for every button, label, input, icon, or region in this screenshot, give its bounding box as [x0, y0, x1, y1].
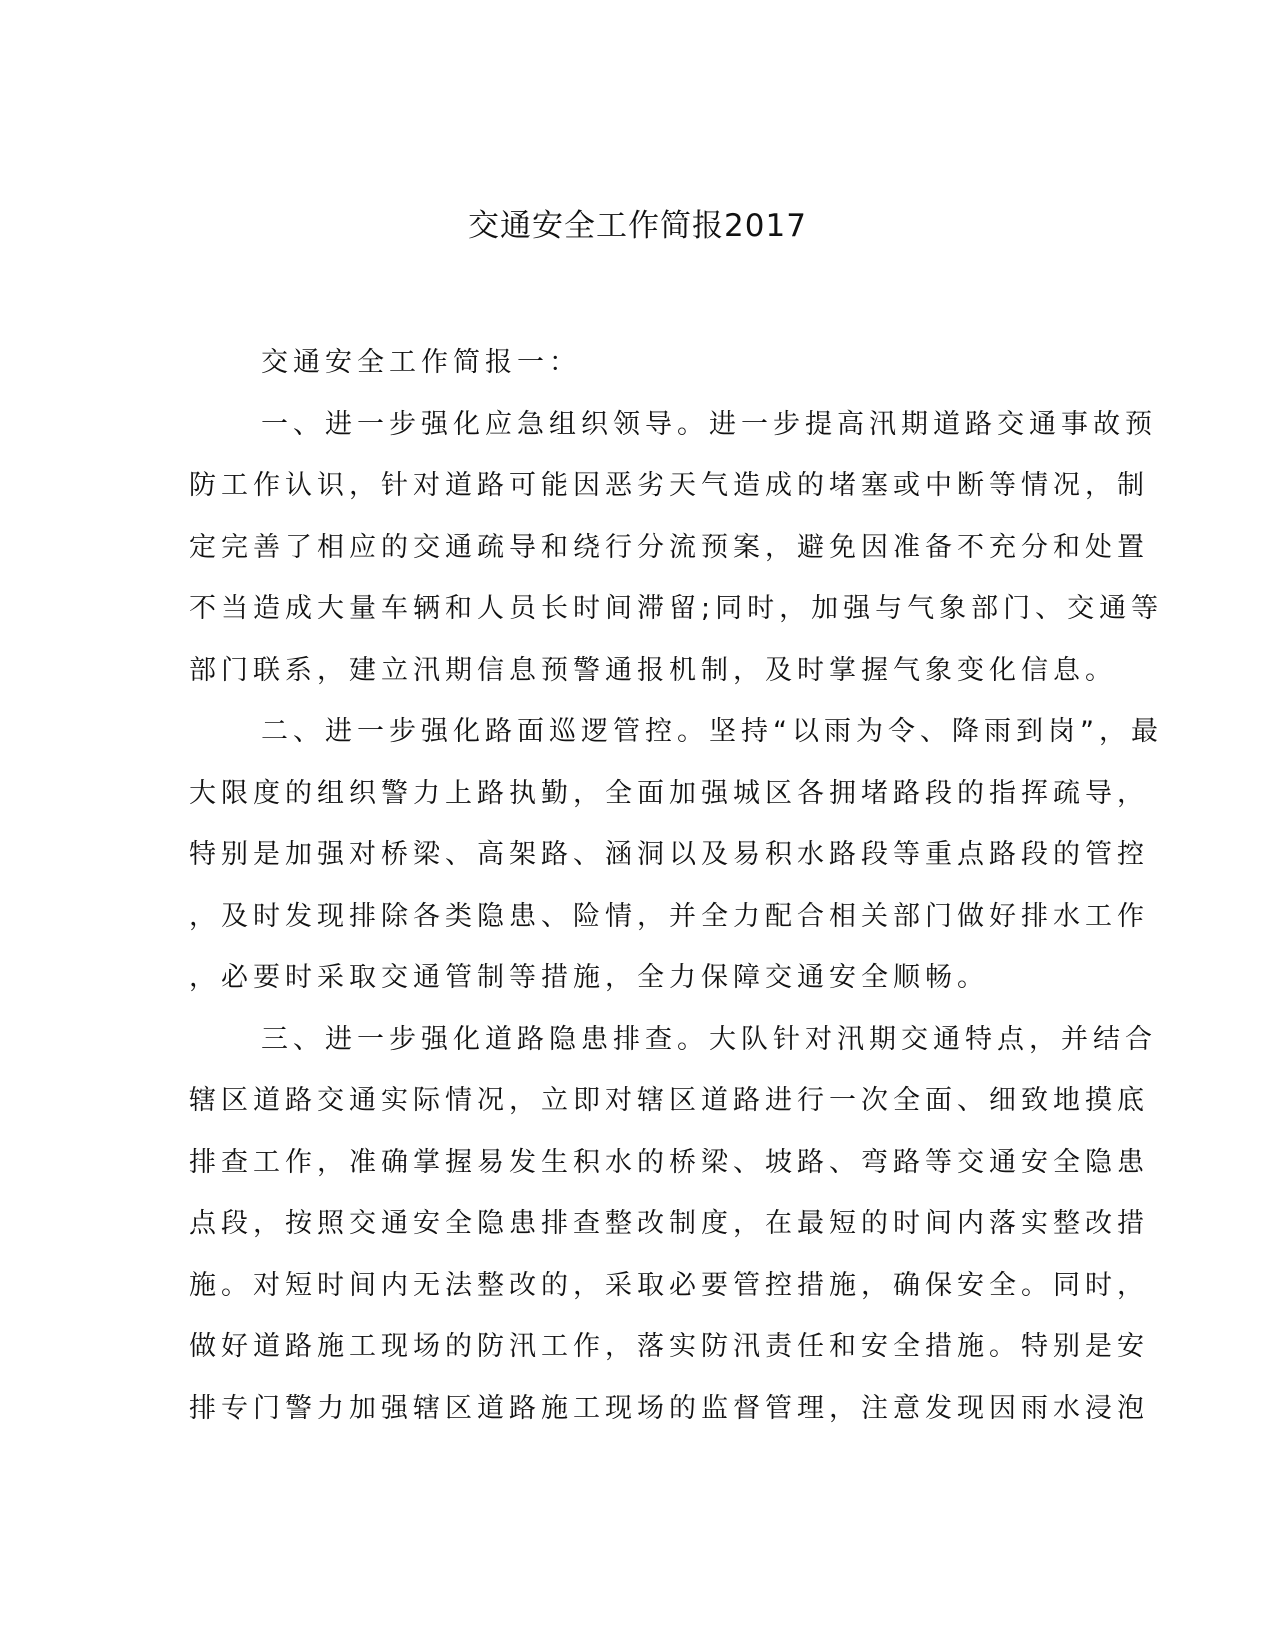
paragraph-section-3	[189, 1009, 1157, 1440]
text-line: 定完善了相应的交通疏导和绕行分流预案，避免因准备不充分和处置	[189, 531, 1149, 563]
text-line: 排专门警力加强辖区道路施工现场的监督管理，注意发现因雨水浸泡	[189, 1392, 1149, 1424]
text-line: 特别是加强对桥梁、高架路、涵洞以及易积水路段等重点路段的管控	[189, 839, 1149, 870]
text-line: 交通安全工作简报一：	[261, 347, 581, 378]
paragraph-section-1	[189, 394, 1164, 702]
text-line: 施。对短时间内无法整改的，采取必要管控措施，确保安全。同时，	[189, 1269, 1149, 1301]
paragraph-section-2	[189, 701, 1163, 1009]
text-line: 点段，按照交通安全隐患排查整改制度，在最短的时间内落实整改措	[189, 1208, 1149, 1239]
document-body	[189, 332, 1164, 1439]
document-title: 交通安全工作简报2017	[468, 208, 807, 244]
text-line: 防工作认识，针对道路可能因恶劣天气造成的堵塞或中断等情况，制	[189, 470, 1149, 501]
text-line: 不当造成大量车辆和人员长时间滞留;同时，加强与气象部门、交通等	[189, 593, 1164, 624]
text-line: 三、进一步强化道路隐患排查。大队针对汛期交通特点，并结合	[261, 1023, 1157, 1055]
paragraph-intro	[189, 332, 1069, 394]
text-line: ，及时发现排除各类隐患、险情，并全力配合相关部门做好排水工作	[189, 900, 1149, 932]
text-line: 排查工作，准确掌握易发生积水的桥梁、坡路、弯路等交通安全隐患	[189, 1146, 1149, 1178]
text-line: ，必要时采取交通管制等措施，全力保障交通安全顺畅。	[189, 962, 989, 993]
text-line: 做好道路施工现场的防汛工作，落实防汛责任和安全措施。特别是安	[189, 1331, 1149, 1362]
text-line: 二、进一步强化路面巡逻管控。坚持“以雨为令、降雨到岗”，最	[261, 716, 1163, 747]
text-line: 一、进一步强化应急组织领导。进一步提高汛期道路交通事故预	[261, 408, 1157, 440]
text-line: 大限度的组织警力上路执勤，全面加强城区各拥堵路段的指挥疏导，	[189, 777, 1149, 809]
text-line: 辖区道路交通实际情况，立即对辖区道路进行一次全面、细致地摸底	[189, 1085, 1149, 1116]
text-line: 部门联系，建立汛期信息预警通报机制，及时掌握气象变化信息。	[189, 654, 1117, 686]
